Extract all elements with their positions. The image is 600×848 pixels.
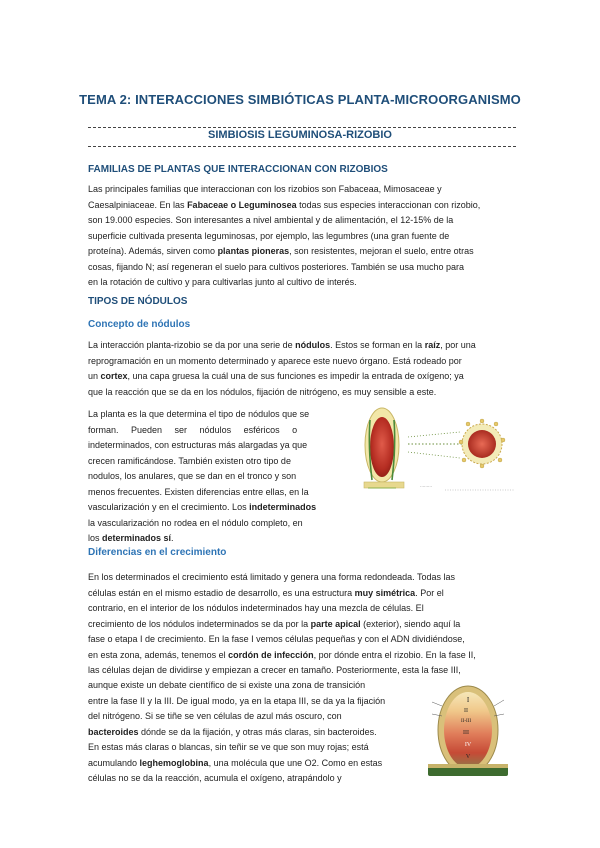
zone-label: II-III: [461, 719, 471, 724]
text-line: proteína). Además, sirven como plantas pioneras, son resistentes, mejoran el suelo, entre otras: [88, 246, 474, 256]
text-line: células están en el mismo estadio de desarrollo, es una estructura muy simétrica. Por el: [88, 587, 444, 598]
text-line: superficie cultivada presenta leguminosas, por ejemplo, las legumbres (una gran fuente de: [88, 230, 450, 241]
text-line: crecen ramificándose. También existen otro tipo de: [88, 455, 291, 466]
text-line: los determinados sí.: [88, 533, 174, 543]
heading-nodule-types: TIPOS DE NÓDULOS: [88, 296, 188, 307]
divider-bottom: [88, 146, 516, 147]
text-line: crecimiento de los nódulos indeterminados se da por la parte apical (exterior), siendo aquí la: [88, 618, 461, 629]
text-line: La planta es la que determina el tipo de nódulos que se: [88, 409, 310, 419]
text-line: células no se da la reacción, acumula el oxígeno, atrapándolo y: [88, 773, 342, 783]
figure-nodule-zones: [424, 680, 522, 780]
text-line: indeterminados, con estructuras más alargadas ya que: [88, 440, 308, 450]
text-line: en esta zona, además, tenemos el cordón de infección, por dónde entra el rizobio. En la fase II,: [88, 649, 476, 660]
zone-label: I: [466, 696, 470, 704]
text-line: menos frecuentes. Existen diferencias entre ellas, en la: [88, 486, 309, 497]
text-line: fase o etapa I de crecimiento. En la fase I vemos células pequeñas y con el ADN dividiéndose,: [88, 634, 465, 644]
zone-label: III: [463, 730, 469, 736]
text-line: En los determinados el crecimiento está limitado y genera una forma redondeada. Todas las: [88, 572, 456, 582]
text-line: un cortex, una capa gruesa la cuál una de sus funciones es impedir la entrada de oxígeno; ya: [88, 371, 464, 381]
text-line: entre la fase II y la III. De igual modo, ya en la etapa III, se da ya la fijación: [88, 695, 386, 706]
text-line: acumulando leghemoglobina, una molécula que une O2. Como en estas: [88, 757, 383, 768]
text-line: que la reacción que se da en los nódulos, fijación de nitrógeno, es muy sensible a este.: [88, 386, 437, 397]
text-line: vascularización y en el crecimiento. Los indeterminados: [88, 502, 317, 512]
section-subtitle: SIMBIOSIS LEGUMINOSA-RIZOBIO: [208, 129, 392, 141]
text-line: forman. Pueden ser nódulos esféricos o: [88, 424, 298, 435]
paragraph-nodule-forms: [88, 407, 356, 547]
heading-families: FAMILIAS DE PLANTAS QUE INTERACCIONAN CON RIZOBIOS: [88, 164, 388, 175]
figure-nodule-types: [360, 402, 520, 507]
zone-label: V: [465, 754, 471, 760]
text-line: bacteroides dónde se da la fijación, y otras más claras, sin bacteroides.: [88, 726, 377, 737]
text-line: en la rotación de cultivo y para cultivarlas junto al cultivo de interés.: [88, 277, 357, 287]
zone-label: IV: [464, 742, 472, 748]
text-line: cosas, fijando N; así regeneran el suelo para cultivos posteriores. También se usa mucho para: [88, 261, 465, 272]
svg-text:·········: ·········: [420, 484, 432, 489]
text-line: del nitrógeno. Si se tiñe se ven células de azul más oscuro, con: [88, 711, 342, 721]
subheading-nodule-concept: Concepto de nódulos: [88, 319, 191, 330]
paragraph-growth-continued: [88, 678, 418, 787]
text-line: En estas más claras o blancas, sin teñir se ve que son muy rojas; está: [88, 742, 369, 752]
text-line: nodulos, los anulares, que se dan en el tronco y son: [88, 471, 297, 481]
paragraph-families: [88, 182, 516, 291]
divider-top: [88, 127, 516, 128]
page-title: TEMA 2: INTERACCIONES SIMBIÓTICAS PLANTA-MICROORGANISMO: [79, 92, 521, 107]
text-line: Las principales familias que interaccionan con los rizobios son Fabaceaa, Mimosaceae y: [88, 184, 442, 194]
paragraph-growth: [88, 570, 516, 679]
text-line: son 19.000 especies. Son interesantes a nivel ambiental y de alimentación, el 12-15% de la: [88, 215, 454, 225]
text-line: reprogramación en un momento determinado y aparece este nuevo órgano. Está rodeado por: [88, 355, 462, 366]
subheading-growth-differences: Diferencias en el crecimiento: [88, 547, 227, 558]
determinate-nodule-illustration: [408, 419, 515, 490]
indeterminate-nodule-illustration: [364, 408, 432, 489]
paragraph-nodule-concept: [88, 338, 516, 400]
text-line: contrario, en el interior de los nódulos indeterminados hay una mezcla de células. El: [88, 603, 424, 613]
zone-label: II: [464, 708, 468, 714]
text-line: aunque existe un debate científico de si existe una zona de transición: [88, 680, 366, 690]
text-line: Caesalpiniaceae. En las Fabaceae o Leguminosea todas sus especies interaccionan con rizobio,: [88, 199, 481, 210]
text-line: La interacción planta-rizobio se da por una serie de nódulos. Estos se forman en la raíz, por una: [88, 340, 476, 350]
text-line: la vascularización no rodea en el nódulo completo, en: [88, 517, 303, 528]
text-line: las células dejan de dividirse y empiezan a crecer en tamaño. Posteriormente, esta la fase III,: [88, 665, 461, 675]
